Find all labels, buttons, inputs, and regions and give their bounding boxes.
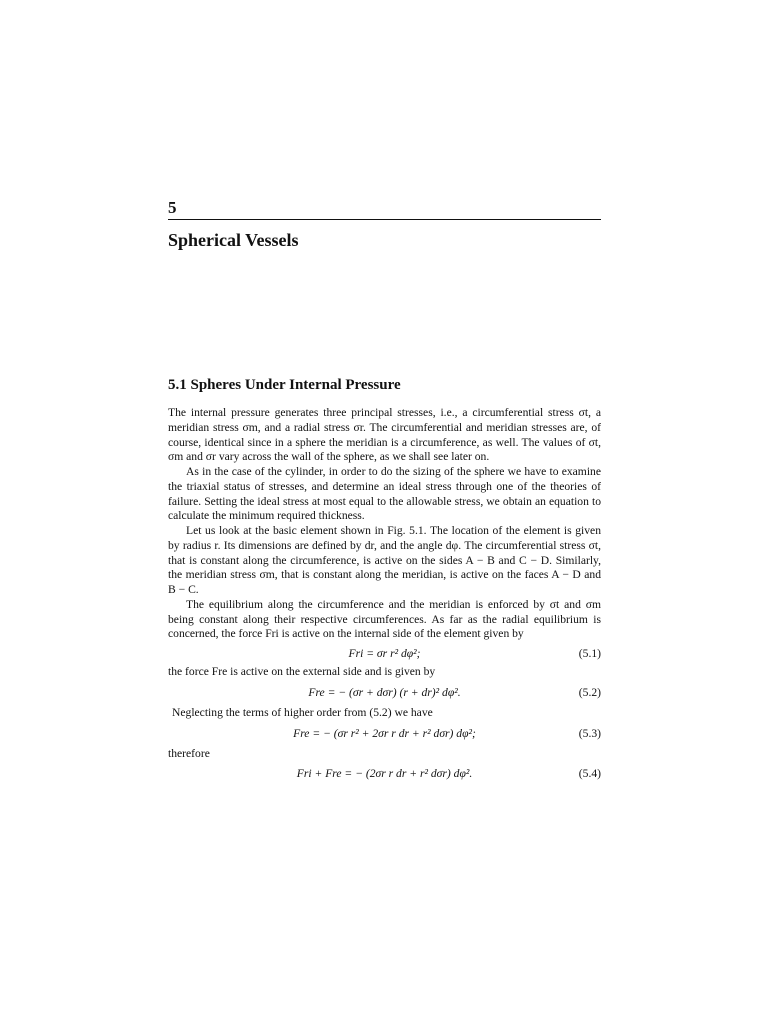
book-page xyxy=(168,0,601,1024)
paragraph: The internal pressure generates three principal stresses, i.e., a circumferential stress σt, a meridian stress σm, and a radial stress σr. The circumferential and meridian stresses are, of course, identical since in a sphere the meridian is a circumference, as well. The values of σt, σm and σr vary across the wall of the sphere, as we shall see later on. xyxy=(168,406,601,464)
equation-5-4 xyxy=(168,761,601,787)
chapter-title: Spherical Vessels xyxy=(168,230,299,250)
chapter-number: 5 xyxy=(168,198,177,217)
equation-math: Fre = − (σr r² + 2σr r dr + r² dσr) dφ²; xyxy=(293,726,476,740)
paragraph: the force Fre is active on the external side and is given by xyxy=(168,665,436,678)
equation-5-1 xyxy=(168,642,601,665)
paragraph: Neglecting the terms of higher order from (5.2) we have xyxy=(172,705,433,719)
equation-math: Fri = σr r² dφ²; xyxy=(348,647,421,660)
paragraph: As in the case of the cylinder, in order to do the sizing of the sphere we have to examine the triaxial status of stresses, and determine an ideal stress through one of the theories of failure. Setting the ideal stress at most equal to the allowable stress, we obtain an equation to calculate the minimum required thickness. xyxy=(168,465,601,523)
paragraph: Let us look at the basic element shown in Fig. 5.1. The location of the element is given by radius r. Its dimensions are defined by dr, and the angle dφ. The circumferential stress σt, that is constant along the circumference, is active on the sides A − B and C − D. Similarly, the meridian stress σm, that is constant along the meridian, is active on the faces A − D and B − C. xyxy=(168,524,601,596)
body-text xyxy=(168,406,601,787)
chapter-rule xyxy=(168,219,601,220)
equation-number: (5.4) xyxy=(578,767,601,781)
equation-5-3 xyxy=(168,721,601,747)
equation-number: (5.2) xyxy=(578,685,601,699)
equation-math: Fre = − (σr + dσr) (r + dr)² dφ². xyxy=(308,685,461,699)
section-title: 5.1 Spheres Under Internal Pressure xyxy=(168,377,401,393)
paragraph: The equilibrium along the circumference and the meridian is enforced by σt and σm being constant along their respective circumferences. As far as the radial equilibrium is concerned, the force Fri is active on the internal side of the element given by xyxy=(168,597,601,641)
paragraph: therefore xyxy=(168,746,210,760)
equation-number: (5.3) xyxy=(578,726,601,740)
equation-math: Fri + Fre = − (2σr r dr + r² dσr) dφ². xyxy=(296,767,473,781)
equation-number: (5.1) xyxy=(578,647,601,660)
equation-5-2 xyxy=(168,680,601,706)
